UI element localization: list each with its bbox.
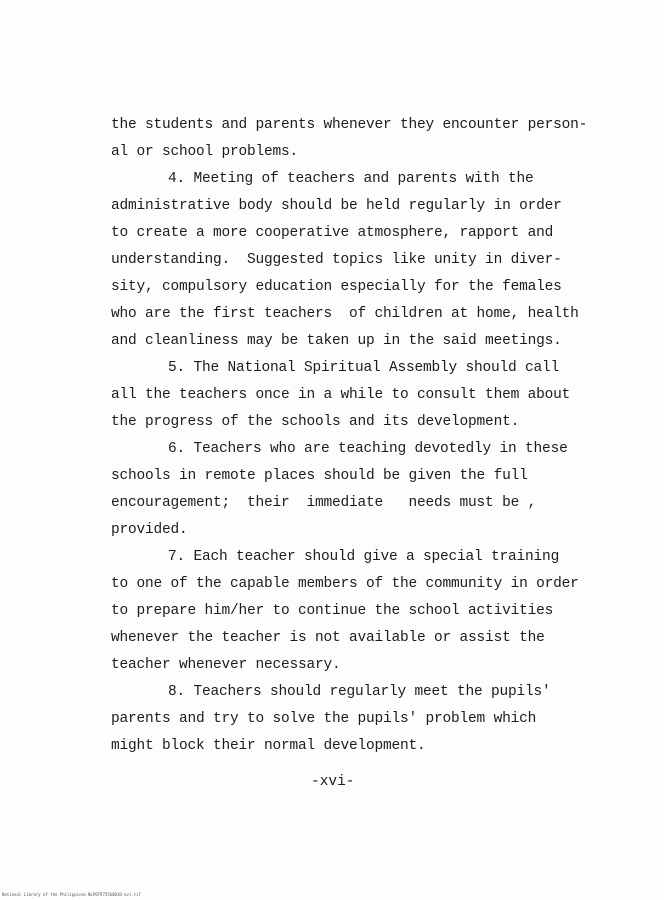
text-line: administrative body should be held regularly in order bbox=[111, 198, 562, 214]
paragraph-6-start: 6. Teachers who are teaching devotedly in these bbox=[168, 441, 568, 457]
text-line: sity, compulsory education especially for the females bbox=[111, 279, 562, 295]
paragraph-4-start: 4. Meeting of teachers and parents with the bbox=[168, 171, 534, 187]
text-line: encouragement; their immediate needs must be , bbox=[111, 495, 537, 511]
text-line: to one of the capable members of the community in order bbox=[111, 576, 579, 592]
text-line: all the teachers once in a while to consult them about bbox=[111, 387, 571, 403]
text-line: schools in remote places should be given the full bbox=[111, 468, 528, 484]
paragraph-8-start: 8. Teachers should regularly meet the pupils' bbox=[168, 684, 551, 700]
text-line: the students and parents whenever they encounter person- bbox=[111, 117, 588, 133]
text-line: the progress of the schools and its development. bbox=[111, 414, 520, 430]
paragraph-7-start: 7. Each teacher should give a special training bbox=[168, 549, 560, 565]
footer-file-id: NLP0TR75560010-xvi.tif bbox=[88, 892, 141, 897]
text-line: might block their normal development. bbox=[111, 738, 426, 754]
text-line: understanding. Suggested topics like unity in diver- bbox=[111, 252, 562, 268]
text-line: and cleanliness may be taken up in the said meetings. bbox=[111, 333, 562, 349]
text-line: who are the first teachers of children at home, health bbox=[111, 306, 579, 322]
text-line: to create a more cooperative atmosphere, rapport and bbox=[111, 225, 554, 241]
text-line: provided. bbox=[111, 522, 188, 538]
text-line: to prepare him/her to continue the school activities bbox=[111, 603, 554, 619]
footer-source: National Library of the Philippines bbox=[2, 892, 87, 897]
text-line: al or school problems. bbox=[111, 144, 299, 160]
text-line: parents and try to solve the pupils' problem which bbox=[111, 711, 537, 727]
text-line: whenever the teacher is not available or assist the bbox=[111, 630, 545, 646]
paragraph-5-start: 5. The National Spiritual Assembly should call bbox=[168, 360, 560, 376]
text-line: teacher whenever necessary. bbox=[111, 657, 341, 673]
page-number: -xvi- bbox=[311, 774, 355, 790]
